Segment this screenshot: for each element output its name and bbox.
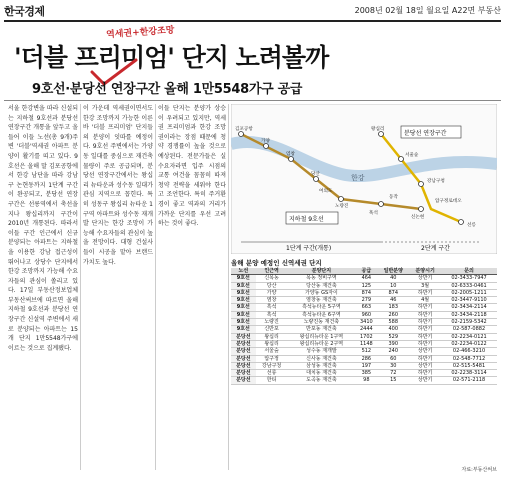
subway-route-map (231, 104, 497, 254)
article-column-3: 이들 단지는 분양가 상승이 우려되고 있지만, 역세권 프리미엄과 한강 조망권이라는 장점 때문에 청약 경쟁률이 높을 것으로 예상된다. 전문가들은 실수요자라면 입주 시점의 교통 여건을 꼼꼼히 따져 청약 전략을 세워야 한다고 조언한다. 특히 주거환경이 좋고 역과의 거리가 가까운 단지를 우선 고려하는 것이 좋다. (158, 105, 226, 228)
table-cell: 529 (377, 333, 409, 340)
table-cell: 3410 (355, 319, 377, 326)
table-row (231, 289, 497, 296)
table-row (231, 282, 497, 289)
table-row (231, 348, 497, 355)
table-header: 공급 (355, 268, 377, 275)
table-cell: 4월 (409, 297, 441, 304)
table-cell: 하반기 (409, 319, 441, 326)
table-cell: 1148 (355, 340, 377, 347)
table-cell: 183 (377, 304, 409, 311)
table-cell: 9호선 (231, 275, 256, 282)
table-cell: 3월 (409, 282, 441, 289)
table-cell: 한티 (256, 377, 288, 384)
table-cell: 분당선 (231, 377, 256, 384)
table-cell: 흑석뉴타운 5구역 (288, 304, 356, 311)
table-row (231, 297, 497, 304)
table-row (231, 333, 497, 340)
table-row (231, 275, 497, 282)
newspaper-logo: 한국경제 (4, 5, 45, 18)
table-cell: 하반기 (409, 340, 441, 347)
table-cell: 가양 (256, 289, 288, 296)
table-cell: 노량진동 재건축 (288, 319, 356, 326)
station-label: 왕십리 (371, 127, 385, 132)
table-cell: 9호선 (231, 311, 256, 318)
table-cell: 512 (355, 348, 377, 355)
table-cell: 압구정 (256, 355, 288, 362)
table-cell: 왕십리뉴타운 1구역 (288, 333, 356, 340)
article-column-2: 이 가운데 역세권이면서도 한강 조망까지 가능한 이른바 '더블 프리미엄' 단지들의 분양이 잇따를 예정이다. 9호선 주변에서는 가양동 일대를 중심으로 재건축 물량이 주로 공급되며, 분당선 연장구간에서는 왕십리 뉴타운과 성수동 일대가 관심 지역으로 꼽힌다. 특히 성동구 왕십리 뉴타운 1구역 아파트와 성수동 재개발 단지는 한강 조망이 가능해 수요자들의 관심이 높을 전망이다. 대형 건설사들이 시공을 맡아 브랜드 가치도 높다. (83, 105, 153, 266)
table-header: 인근역 (256, 268, 288, 275)
table-cell: 30 (377, 362, 409, 369)
table-row (231, 355, 497, 362)
station-label: 흑석 (369, 211, 378, 216)
table-cell: 9호선 (231, 326, 256, 333)
table-cell: 197 (355, 362, 377, 369)
table-cell: 왕십리뉴타운 2구역 (288, 340, 356, 347)
table-cell: 588 (377, 319, 409, 326)
table-cell: 02-3434-2118 (441, 311, 497, 318)
table-cell: 02-2234-0122 (441, 340, 497, 347)
dateline: 2008년 02월 18일 월요일 A22면 부동산 (354, 6, 501, 15)
table-header: 분양단지 (288, 268, 356, 275)
table-cell: 9호선 (231, 282, 256, 289)
station-label: 동작 (389, 195, 398, 200)
table-row (231, 362, 497, 369)
table-credit: 자료:부동산써브 (461, 467, 497, 473)
phase1-label: 1단계 구간(개통) (286, 245, 332, 252)
table-header: 문의 (441, 268, 497, 275)
station-label: 선릉 (467, 223, 476, 228)
station-label: 염창 (286, 152, 295, 157)
table-cell: 9호선 (231, 319, 256, 326)
table-cell: 874 (355, 289, 377, 296)
table-cell: 02-515-5481 (441, 362, 497, 369)
table-cell: 02-548-7712 (441, 355, 497, 362)
station-label: 서울숲 (405, 153, 419, 158)
table-cell: 02-571-2118 (441, 377, 497, 384)
table-cell: 하반기 (409, 311, 441, 318)
table-cell: 72 (377, 370, 409, 377)
table-header: 일반분양 (377, 268, 409, 275)
table-cell: 02-587-0882 (441, 326, 497, 333)
table-cell: 흑석 (256, 311, 288, 318)
table-cell: 왕십리 (256, 333, 288, 340)
table-cell: 하반기 (409, 355, 441, 362)
table-cell: 98 (355, 377, 377, 384)
table-cell: 9호선 (231, 297, 256, 304)
table-row (231, 326, 497, 333)
table-cell: 46 (377, 297, 409, 304)
table-row (231, 370, 497, 377)
table-cell: 왕십리 (256, 340, 288, 347)
table-title: 올해 분양 예정인 신역세권 단지 (231, 259, 322, 267)
station-label: 당산 (311, 172, 320, 177)
table-cell: 성수동 재개발 (288, 348, 356, 355)
table-cell: 02-3447-9110 (441, 297, 497, 304)
subheadline: 9호선·분당선 연장구간 올해 1만5548가구 공급 (32, 82, 303, 97)
table-cell: 하반기 (409, 326, 441, 333)
table-cell: 10 (377, 282, 409, 289)
table-header: 노선 (231, 268, 256, 275)
table-cell: 960 (355, 311, 377, 318)
table-cell: 상반기 (409, 348, 441, 355)
table-cell: 하반기 (409, 304, 441, 311)
table-cell: 분당선 (231, 355, 256, 362)
station-label: 신논현 (411, 215, 425, 220)
header-rule (4, 20, 501, 22)
table-row (231, 340, 497, 347)
table-cell: 02-6333-0461 (441, 282, 497, 289)
handwritten-stamp: 역세권+한강조망 (105, 25, 175, 41)
map-graphic (231, 104, 497, 254)
table-cell: 385 (355, 370, 377, 377)
table-cell: 9호선 (231, 289, 256, 296)
table-cell: 상반기 (409, 275, 441, 282)
table-cell: 당산동 재건축 (288, 282, 356, 289)
station-label: 강남구청 (427, 179, 445, 184)
table-cell: 15 (377, 377, 409, 384)
line9-label: 지하철 9호선 (289, 216, 324, 223)
table-cell: 125 (355, 282, 377, 289)
table-cell: 663 (355, 304, 377, 311)
table-cell: 02-2159-5342 (441, 319, 497, 326)
table-cell: 02-2238-3114 (441, 370, 497, 377)
apartment-table (231, 258, 497, 466)
station-label: 여의도 (319, 189, 333, 194)
table-cell: 분당선 (231, 348, 256, 355)
table-cell: 삼성동 재건축 (288, 362, 356, 369)
table-cell: 02-2234-0121 (441, 333, 497, 340)
table-cell: 260 (377, 311, 409, 318)
table-cell: 하반기 (409, 289, 441, 296)
table-cell: 상반기 (409, 377, 441, 384)
table-cell: 464 (355, 275, 377, 282)
table-cell: 선릉 (256, 370, 288, 377)
table-cell: 서울숲 (256, 348, 288, 355)
table-cell: 노량진 (256, 319, 288, 326)
table-cell: 286 (355, 355, 377, 362)
table-cell: 240 (377, 348, 409, 355)
table-cell: 상반기 (409, 362, 441, 369)
table-cell: 분당선 (231, 340, 256, 347)
table-cell: 분당선 (231, 333, 256, 340)
table-cell: 하반기 (409, 333, 441, 340)
table-cell: 분당선 (231, 362, 256, 369)
table-cell: 1702 (355, 333, 377, 340)
table-cell: 흑석 (256, 304, 288, 311)
table-cell: 9호선 (231, 304, 256, 311)
phase2-label: 2단계 구간 (421, 245, 450, 252)
table-cell: 40 (377, 275, 409, 282)
table-cell: 가양동 GS자이 (288, 289, 356, 296)
table-header: 분양시기 (409, 268, 441, 275)
station-label: 노량진 (335, 204, 349, 209)
table-cell: 목동 정비구역 (288, 275, 356, 282)
table-row (231, 304, 497, 311)
table-cell: 반포동 재건축 (288, 326, 356, 333)
table-cell: 강남구청 (256, 362, 288, 369)
column-divider (228, 104, 229, 470)
headline: '더블 프리미엄' 단지 노려볼까 (14, 43, 329, 72)
table-cell: 279 (355, 297, 377, 304)
subheadline-rule (4, 100, 501, 101)
station-label: 가양 (261, 139, 270, 144)
table-cell: 염창 (256, 297, 288, 304)
table-cell: 874 (377, 289, 409, 296)
table-cell: 염창동 재건축 (288, 297, 356, 304)
supply-table (231, 268, 497, 385)
table-cell: 하반기 (409, 370, 441, 377)
table-cell: 흑석뉴타운 6구역 (288, 311, 356, 318)
column-divider (155, 104, 156, 470)
station-label: 압구정로데오 (435, 199, 462, 204)
column-divider (80, 104, 81, 470)
table-cell: 신반포 (256, 326, 288, 333)
table-cell: 신목동 (256, 275, 288, 282)
table-cell: 02-466-3210 (441, 348, 497, 355)
table-cell: 2444 (355, 326, 377, 333)
table-cell: 02-3433-7947 (441, 275, 497, 282)
newspaper-header (4, 3, 501, 19)
table-cell: 390 (377, 340, 409, 347)
table-cell: 60 (377, 355, 409, 362)
station-label: 김포공항 (235, 127, 253, 132)
table-cell: 분당선 (231, 370, 256, 377)
table-row (231, 377, 497, 384)
table-cell: 대치동 재건축 (288, 370, 356, 377)
bundang-label: 분당선 연장구간 (404, 130, 447, 137)
table-cell: 400 (377, 326, 409, 333)
table-row (231, 311, 497, 318)
table-cell: 02-3434-2114 (441, 304, 497, 311)
table-cell: 당산 (256, 282, 288, 289)
table-cell: 신사동 재건축 (288, 355, 356, 362)
article-column-1: 서울 한강변을 따라 신설되는 지하철 9호선과 분당선 연장구간 개통을 앞두고 올 들어 이들 노선(총 9개)주변 '더블'역세권 아파트 분양이 활기를 띠고 있다. 9호선은 올해 말 김포공항에서 한강 남단을 따라 강남구 논현동까지 1단계 구간이 완공되고, 분당선 연장구간은 선릉역에서 축선을 지나 왕십리까지 구간이 2010년 개통된다. 따라서 이들 구간 인근에서 신규 분양되는 아파트는 지하철을 이용한 강남 접근성이 뛰어나고 상당수 단지에서 한강 조망까지 가능해 수요자들의 관심이 쏠리고 있다. 17일 부동산정보업체 부동산써브에 따르면 올해 지하철 9호선과 분당선 연장구간 신설역 주변에서 새로 분양되는 아파트는 15개 단지 1만5548가구에 이르는 것으로 집계됐다. (8, 105, 78, 352)
table-cell: 02-2005-1211 (441, 289, 497, 296)
table-row (231, 319, 497, 326)
river-label: 한강 (351, 174, 365, 182)
table-cell: 도곡동 재건축 (288, 377, 356, 384)
